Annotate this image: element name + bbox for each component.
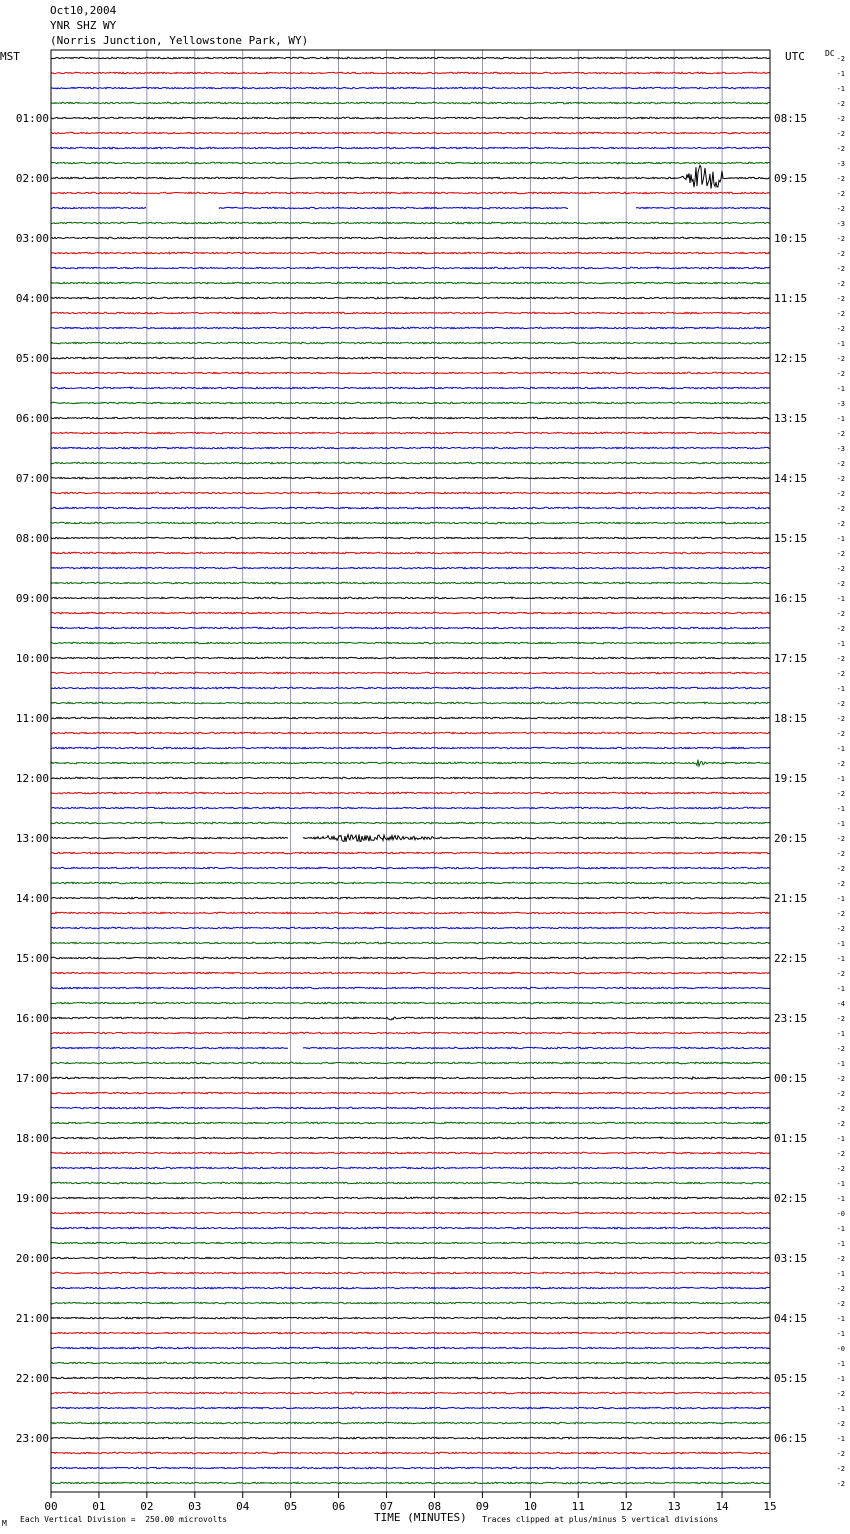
x-tick-label: 00	[44, 1500, 58, 1513]
trace-line	[51, 957, 770, 959]
dc-offset: -2	[836, 280, 845, 288]
dc-offset: -2	[836, 1150, 845, 1158]
x-tick-label: 06	[331, 1500, 346, 1513]
dc-offset: -1	[836, 1270, 845, 1278]
dc-offset: -2	[836, 55, 845, 63]
trace-line	[51, 222, 770, 224]
left-hour-label: 17:00	[15, 1072, 49, 1085]
trace-line	[51, 57, 770, 59]
left-hour-label: 19:00	[15, 1192, 49, 1205]
trace-line	[51, 1422, 770, 1424]
trace-line	[51, 612, 770, 614]
trace-line	[51, 897, 770, 899]
trace-line	[51, 972, 770, 974]
dc-offset: -2	[836, 1480, 845, 1488]
dc-offset: -1	[836, 895, 845, 903]
dc-offset: -2	[836, 700, 845, 708]
trace-line	[51, 687, 770, 689]
dc-offset: -0	[836, 1210, 845, 1218]
trace-line	[51, 1272, 770, 1274]
right-hour-label: 06:15	[774, 1432, 808, 1445]
corner-mark: M	[2, 1519, 7, 1528]
x-tick-label: 15	[763, 1500, 777, 1513]
trace-line	[51, 1377, 770, 1379]
trace-line	[51, 702, 770, 704]
left-hour-label: 06:00	[15, 412, 49, 425]
trace-line	[51, 1212, 770, 1214]
trace-line	[51, 777, 770, 779]
right-hour-label: 10:15	[774, 232, 808, 245]
trace-line	[51, 1467, 770, 1469]
trace-line	[51, 297, 770, 299]
dc-offset: -1	[836, 1060, 845, 1068]
trace-line	[51, 852, 770, 854]
dc-offset: -1	[836, 1330, 845, 1338]
dc-offset: -1	[836, 70, 845, 78]
x-tick-label: 05	[284, 1500, 298, 1513]
left-hour-label: 11:00	[15, 712, 49, 725]
dc-offset: -1	[836, 805, 845, 813]
trace-line	[51, 1452, 770, 1454]
trace-line	[51, 282, 770, 284]
trace-line	[51, 357, 770, 359]
dc-offset: -3	[836, 220, 845, 228]
right-hour-label: 21:15	[774, 892, 808, 905]
left-hour-label: 22:00	[15, 1372, 49, 1385]
trace-line	[51, 1362, 770, 1364]
right-hour-label: 02:15	[774, 1192, 808, 1205]
trace-line	[51, 942, 770, 944]
x-tick-label: 09	[475, 1500, 490, 1513]
left-hour-label: 15:00	[15, 952, 49, 965]
dc-offset: -2	[836, 430, 845, 438]
dc-offset: -2	[836, 1390, 845, 1398]
dc-offset: -3	[836, 445, 845, 453]
dc-offset: -1	[836, 940, 845, 948]
x-axis-title: TIME (MINUTES)	[374, 1511, 467, 1524]
dc-offset: -2	[836, 1420, 845, 1428]
right-hour-label: 14:15	[774, 472, 808, 485]
right-axis-title: UTC	[785, 50, 805, 63]
dc-offset: -2	[836, 865, 845, 873]
dc-offset: -1	[836, 985, 845, 993]
dc-offset: -2	[836, 790, 845, 798]
dc-offset: -2	[836, 880, 845, 888]
dc-offset: -2	[836, 175, 845, 183]
trace-line	[51, 1092, 770, 1094]
scale-note: Each Vertical Division = 250.00 microvolts	[20, 1515, 228, 1524]
left-hour-label: 14:00	[15, 892, 49, 905]
trace-line	[51, 597, 770, 599]
dc-offset: -4	[836, 1000, 845, 1008]
dc-offset: -2	[836, 1090, 845, 1098]
trace-line	[51, 1347, 770, 1349]
dc-offset: -1	[836, 1030, 845, 1038]
x-tick-label: 02	[140, 1500, 154, 1513]
trace-line	[51, 1122, 770, 1124]
trace-line	[51, 1242, 770, 1244]
dc-offset: -1	[836, 1240, 845, 1248]
x-tick-label: 11	[571, 1500, 585, 1513]
dc-offset: -2	[836, 1285, 845, 1293]
right-hour-label: 12:15	[774, 352, 808, 365]
trace-line	[51, 237, 770, 239]
dc-offset: -1	[836, 1360, 845, 1368]
dc-offset: -2	[836, 520, 845, 528]
trace-line	[51, 165, 770, 188]
dc-offset: -2	[836, 565, 845, 573]
dc-offset: -3	[836, 400, 845, 408]
dc-offset: -2	[836, 295, 845, 303]
dc-offset: -2	[836, 265, 845, 273]
station-label: YNR SHZ WY	[50, 19, 117, 32]
dc-offset: -1	[836, 820, 845, 828]
location-label: (Norris Junction, Yellowstone Park, WY)	[50, 34, 309, 47]
trace-line	[51, 552, 770, 554]
trace-line	[51, 1152, 770, 1154]
trace-line	[51, 87, 770, 89]
left-hour-label: 12:00	[15, 772, 49, 785]
trace-line	[51, 132, 770, 134]
dc-offset: -1	[836, 1375, 845, 1383]
trace-line	[51, 747, 770, 749]
trace-line	[51, 1077, 770, 1080]
dc-offset: -2	[836, 505, 845, 513]
plot-frame	[51, 50, 770, 1492]
right-hour-label: 08:15	[774, 112, 808, 125]
left-hour-label: 21:00	[15, 1312, 49, 1325]
dc-offset: -1	[836, 535, 845, 543]
clip-note: Traces clipped at plus/minus 5 vertical divisions	[482, 1515, 719, 1524]
x-tick-label: 03	[188, 1500, 202, 1513]
trace-line	[51, 402, 770, 404]
trace-line	[51, 1182, 770, 1184]
dc-offset: -2	[836, 1300, 845, 1308]
trace-line	[51, 102, 770, 104]
trace-line	[51, 147, 770, 149]
dc-offset: -2	[836, 1255, 845, 1263]
trace-line	[51, 372, 770, 374]
dc-offset: -2	[836, 760, 845, 768]
dc-offset: -1	[836, 595, 845, 603]
trace-line	[51, 807, 770, 809]
dc-offset: -1	[836, 1135, 845, 1143]
dc-offset: -1	[836, 1315, 845, 1323]
trace-line	[51, 1227, 770, 1229]
trace-line	[51, 642, 770, 644]
trace-line	[51, 492, 770, 494]
minute-gridlines	[99, 50, 722, 1492]
dc-offset: -1	[836, 685, 845, 693]
seismic-traces	[51, 57, 770, 1484]
dc-offset: -2	[836, 355, 845, 363]
x-tick-label: 14	[715, 1500, 729, 1513]
dc-offset: -2	[836, 715, 845, 723]
dc-offset: -2	[836, 835, 845, 843]
dc-offset: -1	[836, 85, 845, 93]
dc-offset: -2	[836, 460, 845, 468]
left-hour-label: 07:00	[15, 472, 49, 485]
plot-border	[51, 50, 770, 1492]
dc-offset: -2	[836, 115, 845, 123]
left-hour-label: 02:00	[15, 172, 49, 185]
trace-line	[51, 627, 770, 629]
x-tick-label: 04	[236, 1500, 250, 1513]
dc-offset: -1	[836, 955, 845, 963]
left-hour-label: 01:00	[15, 112, 49, 125]
trace-line	[51, 1287, 770, 1289]
trace-line	[51, 1197, 770, 1199]
trace-line	[51, 792, 770, 794]
dc-offset: -2	[836, 610, 845, 618]
x-tick-label: 08	[427, 1500, 442, 1513]
dc-offset: -2	[836, 850, 845, 858]
dc-offset: -1	[836, 1195, 845, 1203]
trace-line	[51, 1137, 770, 1139]
dc-offset: -2	[836, 205, 845, 213]
trace-line	[51, 417, 770, 419]
trace-line	[51, 1302, 770, 1304]
trace-line	[51, 312, 770, 314]
dc-offset: -2	[836, 550, 845, 558]
right-hour-label: 19:15	[774, 772, 808, 785]
trace-line	[51, 192, 770, 194]
trace-line	[51, 927, 770, 929]
dc-offset: -2	[836, 100, 845, 108]
trace-line	[51, 1047, 770, 1049]
right-hour-label: 18:15	[774, 712, 808, 725]
dc-offset: -2	[836, 145, 845, 153]
right-hour-label: 04:15	[774, 1312, 808, 1325]
dc-offset: -2	[836, 580, 845, 588]
dc-offset: -2	[836, 310, 845, 318]
trace-line	[51, 567, 770, 569]
trace-line	[51, 1062, 770, 1064]
trace-line	[51, 1167, 770, 1169]
dc-offset: -1	[836, 1405, 845, 1413]
trace-line	[51, 657, 770, 659]
dc-offset: -2	[836, 925, 845, 933]
dc-offset: -2	[836, 325, 845, 333]
trace-line	[51, 912, 770, 914]
trace-line	[51, 1392, 770, 1394]
x-tick-label: 12	[619, 1500, 633, 1513]
trace-line	[51, 477, 770, 479]
dc-offset: -2	[836, 625, 845, 633]
trace-line	[51, 732, 770, 734]
trace-line	[51, 207, 770, 209]
trace-line	[51, 582, 770, 584]
dc-offset: -2	[836, 1075, 845, 1083]
x-tick-label: 10	[523, 1500, 537, 1513]
dc-offset: -2	[836, 490, 845, 498]
dc-offset: -1	[836, 745, 845, 753]
dc-offset: -2	[836, 970, 845, 978]
left-hour-label: 08:00	[15, 532, 49, 545]
right-hour-label: 11:15	[774, 292, 808, 305]
left-hour-label: 23:00	[15, 1432, 49, 1445]
trace-line	[51, 822, 770, 824]
dc-offset: -1	[836, 340, 845, 348]
trace-line	[51, 162, 770, 164]
left-hour-label: 04:00	[15, 292, 49, 305]
right-hour-label: 17:15	[774, 652, 808, 665]
right-hour-label: 09:15	[774, 172, 808, 185]
trace-line	[51, 1482, 770, 1484]
x-axis-ticks	[44, 1492, 776, 1513]
dc-offset: -0	[836, 1345, 845, 1353]
left-hour-label: 16:00	[15, 1012, 49, 1025]
trace-line	[51, 507, 770, 509]
dc-offset: -2	[836, 235, 845, 243]
left-hour-label: 03:00	[15, 232, 49, 245]
right-hour-label: 01:15	[774, 1132, 808, 1145]
x-tick-label: 01	[92, 1500, 106, 1513]
trace-line	[51, 462, 770, 464]
dc-offset: -2	[836, 1045, 845, 1053]
left-hour-label: 10:00	[15, 652, 49, 665]
dc-offset: -2	[836, 730, 845, 738]
left-hour-label: 20:00	[15, 1252, 49, 1265]
dc-offset: -1	[836, 640, 845, 648]
right-hour-label: 05:15	[774, 1372, 808, 1385]
trace-line	[51, 117, 770, 119]
dc-offset: -1	[836, 1180, 845, 1188]
trace-line	[51, 267, 770, 269]
left-hour-label: 18:00	[15, 1132, 49, 1145]
right-hour-label: 23:15	[774, 1012, 808, 1025]
dc-offset: -2	[836, 1105, 845, 1113]
right-hour-label: 03:15	[774, 1252, 808, 1265]
trace-line	[51, 432, 770, 434]
trace-line	[51, 1107, 770, 1109]
trace-line	[51, 717, 770, 719]
x-tick-label: 07	[379, 1500, 394, 1513]
dc-offset-labels	[837, 55, 845, 1488]
trace-line	[51, 1017, 770, 1020]
dc-offset: -2	[836, 370, 845, 378]
right-hour-label: 22:15	[774, 952, 808, 965]
left-hour-label: 05:00	[15, 352, 49, 365]
dc-offset: -2	[836, 1450, 845, 1458]
trace-line	[51, 252, 770, 254]
date-label: Oct10,2004	[50, 4, 117, 17]
left-axis-title: MST	[0, 50, 20, 63]
trace-line	[51, 867, 770, 869]
trace-line	[51, 537, 770, 539]
dc-offset: -2	[836, 910, 845, 918]
dc-offset: -1	[836, 415, 845, 423]
right-hour-label: 13:15	[774, 412, 808, 425]
right-hour-label: 20:15	[774, 832, 808, 845]
trace-line	[51, 342, 770, 344]
trace-line	[51, 1002, 770, 1004]
trace-line	[51, 834, 770, 841]
trace-line	[51, 760, 770, 767]
dc-offset: -1	[836, 385, 845, 393]
trace-line	[51, 1317, 770, 1319]
trace-line	[51, 1437, 770, 1439]
trace-line	[51, 72, 770, 74]
dc-offset: -3	[836, 160, 845, 168]
dc-offset: -2	[836, 655, 845, 663]
dc-offset: -2	[836, 1015, 845, 1023]
dc-offset: -2	[836, 190, 845, 198]
trace-line	[51, 672, 770, 674]
dc-offset: -2	[836, 1120, 845, 1128]
right-hour-label: 15:15	[774, 532, 808, 545]
trace-line	[51, 1032, 770, 1034]
dc-offset: -2	[836, 250, 845, 258]
dc-offset: -2	[836, 670, 845, 678]
dc-offset: -2	[836, 130, 845, 138]
trace-line	[51, 1407, 770, 1409]
left-hour-label: 13:00	[15, 832, 49, 845]
dc-offset: -1	[836, 1435, 845, 1443]
dc-offset: -1	[836, 775, 845, 783]
trace-line	[51, 327, 770, 329]
trace-line	[51, 987, 770, 989]
dc-offset: -2	[836, 1165, 845, 1173]
dc-offset: -1	[836, 1225, 845, 1233]
dc-offset: -2	[836, 475, 845, 483]
x-tick-label: 13	[667, 1500, 681, 1513]
right-hour-label: 00:15	[774, 1072, 808, 1085]
left-hour-label: 09:00	[15, 592, 49, 605]
dc-offset: -2	[836, 1465, 845, 1473]
trace-line	[51, 1257, 770, 1259]
right-hour-label: 16:15	[774, 592, 808, 605]
trace-line	[51, 522, 770, 524]
trace-line	[51, 447, 770, 449]
trace-line	[51, 1332, 770, 1334]
dc-label: DC	[825, 49, 835, 58]
trace-line	[51, 387, 770, 389]
trace-line	[51, 882, 770, 884]
